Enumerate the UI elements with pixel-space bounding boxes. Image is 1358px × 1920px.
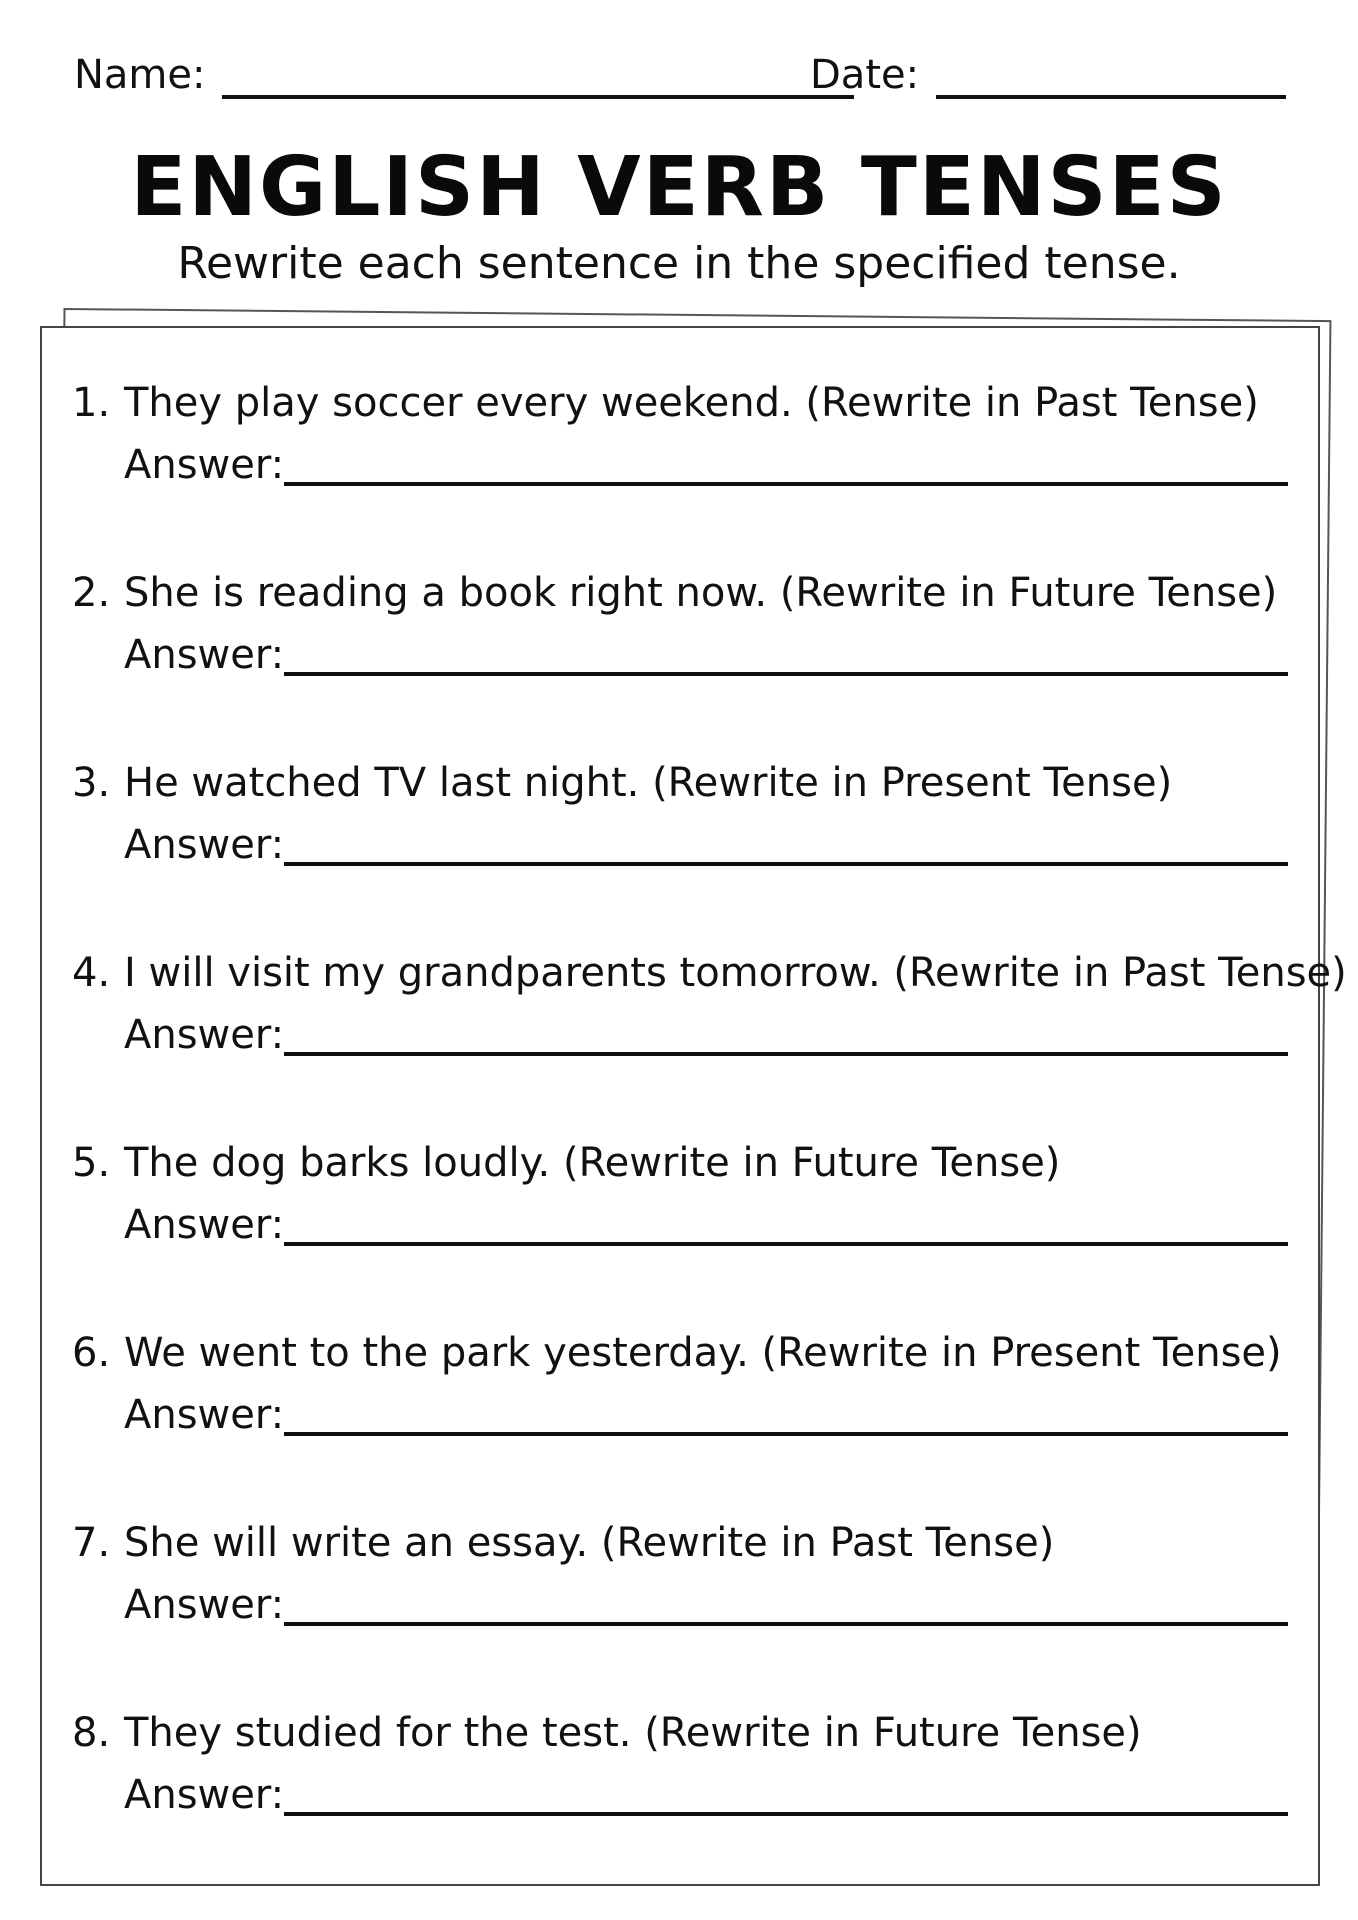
answer-field[interactable] — [284, 1242, 1288, 1246]
question-item — [72, 378, 1292, 528]
question-number: 3. — [72, 760, 111, 806]
question-text: She is reading a book right now. (Rewrite in Future Tense) — [124, 570, 1278, 616]
question-number: 4. — [72, 950, 111, 996]
answer-label: Answer: — [124, 442, 285, 488]
question-item — [72, 758, 1292, 908]
question-text: They play soccer every weekend. (Rewrite in Past Tense) — [124, 380, 1259, 426]
question-number: 2. — [72, 570, 111, 616]
question-number: 8. — [72, 1710, 111, 1756]
question-item — [72, 1708, 1292, 1858]
date-label: Date: — [810, 52, 920, 98]
answer-label: Answer: — [124, 1202, 285, 1248]
question-number: 7. — [72, 1520, 111, 1566]
question-text: We went to the park yesterday. (Rewrite in Present Tense) — [124, 1330, 1282, 1376]
answer-field[interactable] — [284, 862, 1288, 866]
answer-label: Answer: — [124, 1772, 285, 1818]
name-field[interactable] — [222, 95, 854, 99]
answer-field[interactable] — [284, 482, 1288, 486]
question-item — [72, 948, 1347, 1098]
answer-field[interactable] — [284, 1432, 1288, 1436]
question-text: The dog barks loudly. (Rewrite in Future Tense) — [124, 1140, 1061, 1186]
question-number: 6. — [72, 1330, 111, 1376]
answer-label: Answer: — [124, 1582, 285, 1628]
name-label: Name: — [74, 52, 206, 98]
answer-label: Answer: — [124, 1392, 285, 1438]
question-item — [72, 568, 1292, 718]
date-field[interactable] — [936, 95, 1286, 99]
answer-field[interactable] — [284, 1052, 1288, 1056]
question-text: She will write an essay. (Rewrite in Past Tense) — [124, 1520, 1055, 1566]
question-text: He watched TV last night. (Rewrite in Present Tense) — [124, 760, 1173, 806]
page-title: ENGLISH VERB TENSES — [130, 140, 1228, 235]
question-item — [72, 1518, 1292, 1668]
question-text: I will visit my grandparents tomorrow. (Rewrite in Past Tense) — [124, 950, 1347, 996]
answer-field[interactable] — [284, 1812, 1288, 1816]
answer-field[interactable] — [284, 672, 1288, 676]
question-item — [72, 1138, 1292, 1288]
worksheet-header — [74, 48, 1286, 108]
page-subtitle: Rewrite each sentence in the specified tense. — [177, 238, 1181, 289]
question-item — [72, 1328, 1292, 1478]
question-text: They studied for the test. (Rewrite in Future Tense) — [124, 1710, 1142, 1756]
answer-label: Answer: — [124, 822, 285, 868]
answer-field[interactable] — [284, 1622, 1288, 1626]
answer-label: Answer: — [124, 632, 285, 678]
question-number: 5. — [72, 1140, 111, 1186]
question-number: 1. — [72, 380, 111, 426]
answer-label: Answer: — [124, 1012, 285, 1058]
